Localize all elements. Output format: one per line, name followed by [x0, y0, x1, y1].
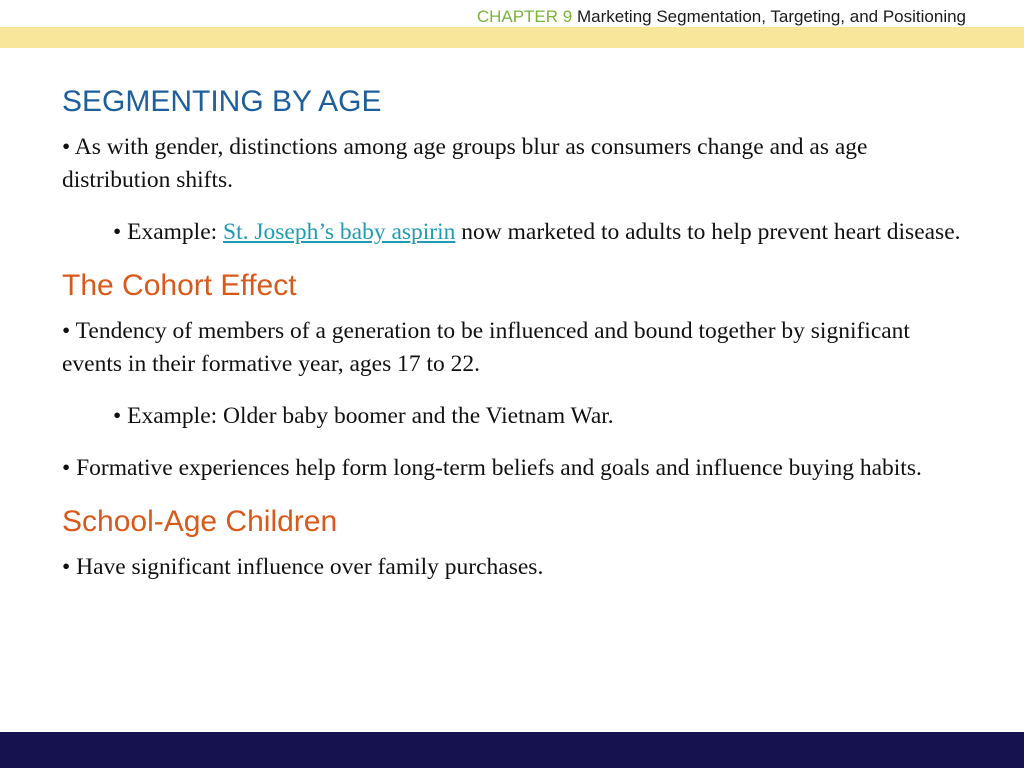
bullet-children-influence: • Have significant influence over family purchases. [62, 554, 544, 580]
slide-content [62, 84, 962, 603]
example-suffix: now marketed to adults to help prevent heart disease. [455, 219, 961, 245]
chapter-label: CHAPTER 9 [476, 7, 573, 26]
section-title-cohort-effect: The Cohort Effect [62, 269, 297, 302]
slide-header [477, 7, 966, 27]
chapter-title: Marketing Segmentation, Targeting, and Positioning [572, 7, 966, 26]
section-title-segmenting-by-age: SEGMENTING BY AGE [62, 85, 382, 118]
bullet-formative-experiences: • Formative experiences help form long-term beliefs and goals and influence buying habits. [62, 455, 922, 481]
bullet-cohort-definition: • Tendency of members of a generation to be influenced and bound together by significant events in their formative year, ages 17 to 22. [62, 318, 910, 377]
section-title-school-age-children: School-Age Children [62, 505, 338, 538]
bullet-age-groups: • As with gender, distinctions among age groups blur as consumers change and as age distribution shifts. [62, 134, 868, 193]
sub-bullet-aspirin-example [113, 216, 962, 249]
footer-band [0, 732, 1024, 768]
example-prefix: • Example: [113, 219, 224, 245]
sub-bullet-vietnam-example: • Example: Older baby boomer and the Vietnam War. [113, 403, 614, 429]
header-band [0, 27, 1024, 48]
aspirin-link[interactable]: St. Joseph’s baby aspirin [223, 219, 456, 245]
